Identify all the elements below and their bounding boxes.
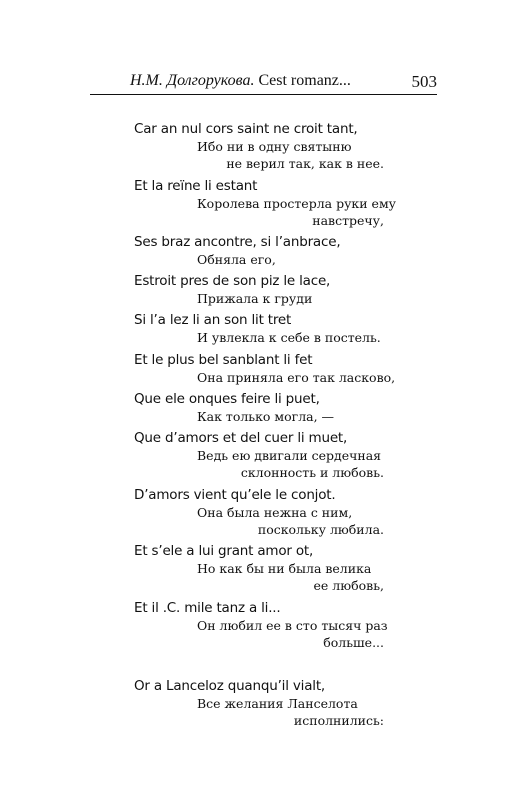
russian-line: Ведь ею двигали сердечная — [197, 448, 382, 463]
running-header — [90, 68, 437, 95]
russian-line: навстречу, — [312, 213, 384, 228]
russian-line: Он любил ее в сто тысяч раз — [197, 618, 388, 633]
old-french-line: Que d’amors et del cuer li muet, — [134, 430, 348, 446]
russian-line: Она приняла его так ласково, — [197, 370, 396, 385]
russian-line: Обняла его, — [197, 252, 276, 267]
old-french-line: Et il .C. mile tanz a li... — [134, 600, 281, 616]
russian-line: Прижала к груди — [197, 291, 313, 306]
russian-line: ее любовь, — [313, 578, 384, 593]
header-author: Н.М. Долгорукова. — [130, 72, 255, 89]
old-french-line: Car an nul cors saint ne croit tant, — [134, 121, 358, 137]
russian-line: Но как бы ни была велика — [197, 561, 372, 576]
russian-line: Королева простерла руки ему — [197, 196, 397, 211]
page-number: 503 — [411, 72, 437, 91]
old-french-line: Ses braz ancontre, si l’anbrace, — [134, 234, 341, 250]
old-french-line: Et la reïne li estant — [134, 178, 258, 194]
russian-line: Все желания Ланселота — [197, 696, 358, 711]
old-french-line: Et le plus bel sanblant li fet — [134, 352, 313, 368]
russian-line: склонность и любовь. — [240, 465, 384, 480]
old-french-line: D’amors vient qu’ele le conjot. — [134, 487, 336, 503]
russian-line: Как только могла, — — [197, 409, 335, 424]
russian-line: поскольку любила. — [257, 522, 384, 537]
russian-line: И увлекла к себе в постель. — [197, 330, 381, 345]
russian-line: исполнились: — [293, 713, 384, 728]
russian-line: не верил так, как в нее. — [226, 156, 384, 171]
old-french-line: Que ele onques feire li puet, — [134, 391, 320, 407]
old-french-line: Estroit pres de son piz le lace, — [134, 273, 331, 289]
russian-line: больше... — [323, 635, 384, 650]
old-french-line: Et s’ele a lui grant amor ot, — [134, 543, 314, 559]
old-french-line: Si l’a lez li an son lit tret — [134, 312, 292, 328]
russian-line: Она была нежна с ним, — [197, 505, 353, 520]
running-title — [130, 72, 351, 90]
old-french-line: Or a Lanceloz quanqu’il vialt, — [134, 678, 326, 694]
header-work: Cest romanz... — [258, 72, 351, 89]
russian-line: Ибо ни в одну святыню — [197, 139, 352, 154]
